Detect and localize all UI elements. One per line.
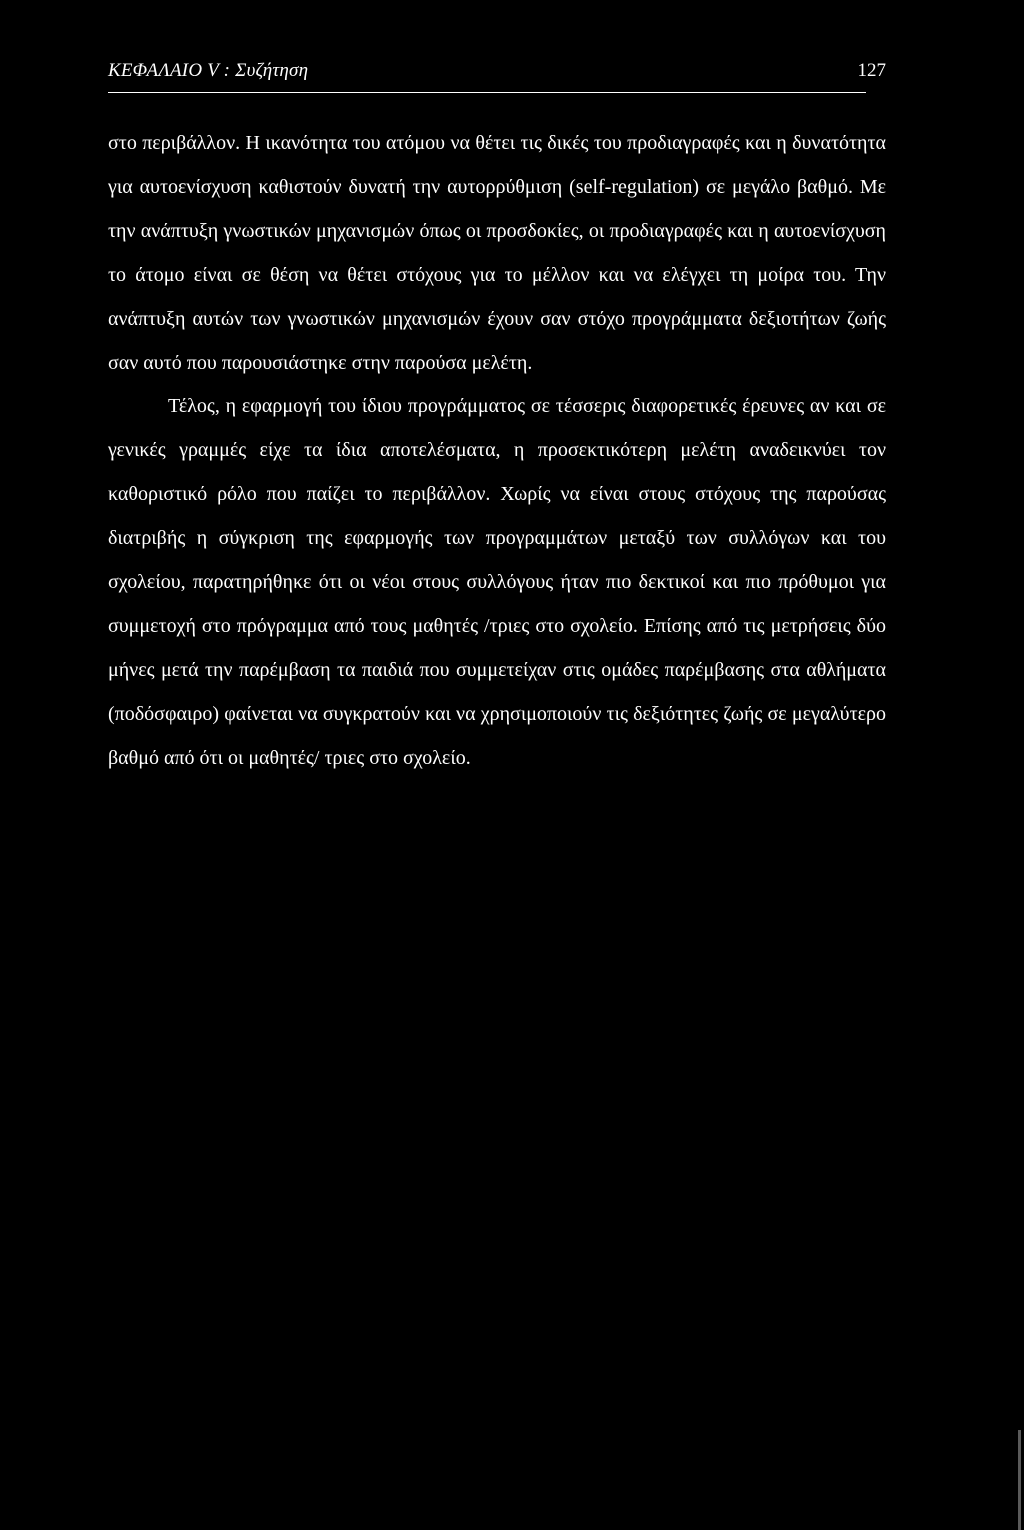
page-number: 127 — [857, 60, 886, 81]
scan-edge-mark — [1018, 1430, 1021, 1530]
body-text — [108, 122, 886, 781]
running-header — [108, 60, 886, 92]
paragraph-2: Τέλος, η εφαρμογή του ίδιου προγράμματος σε τέσσερις διαφορετικές έρευνες αν και σε γενικές γραμμές είχε τα ίδια αποτελέσματα, η προσεκτικότερη μελέτη αναδεικνύει τον καθοριστικό ρόλο που παίζει το περιβάλλον. Χωρίς να είναι στους στόχους της παρούσας διατριβής η σύγκριση της εφαρμογής των προγραμμάτων μεταξύ των συλλόγων και του σχολείου, παρατηρήθηκε ότι οι νέοι στους συλλόγους ήταν πιο δεκτικοί και πιο πρόθυμοι για συμμετοχή στο πρόγραμμα από τους μαθητές /τριες στο σχολείο. Επίσης από τις μετρήσεις δύο μήνες μετά την παρέμβαση τα παιδιά που συμμετείχαν στις ομάδες παρέμβασης στα αθλήματα (ποδόσφαιρο) φαίνεται να συγκρατούν και να χρησιμοποιούν τις δεξιότητες ζωής σε μεγαλύτερο βαθμό από ότι οι μαθητές/ τριες στο σχολείο. — [108, 395, 886, 769]
paragraph-1: στο περιβάλλον. Η ικανότητα του ατόμου να θέτει τις δικές του προδιαγραφές και η δυνατότητα για αυτοενίσχυση καθιστούν δυνατή την αυτορρύθμιση (self-regulation) σε μεγάλο βαθμό. Με την ανάπτυξη γνωστικών μηχανισμών όπως οι προσδοκίες, οι προδιαγραφές και η αυτοενίσχυση το άτομο είναι σε θέση να θέτει στόχους για το μέλλον και να ελέγχει τη μοίρα του. Την ανάπτυξη αυτών των γνωστικών μηχανισμών έχουν σαν στόχο προγράμματα δεξιοτήτων ζωής σαν αυτό που παρουσιάστηκε στην παρούσα μελέτη. — [108, 132, 886, 374]
chapter-title: ΚΕΦΑΛΑΙΟ V : Συζήτηση — [108, 60, 309, 81]
header-divider — [108, 92, 866, 93]
